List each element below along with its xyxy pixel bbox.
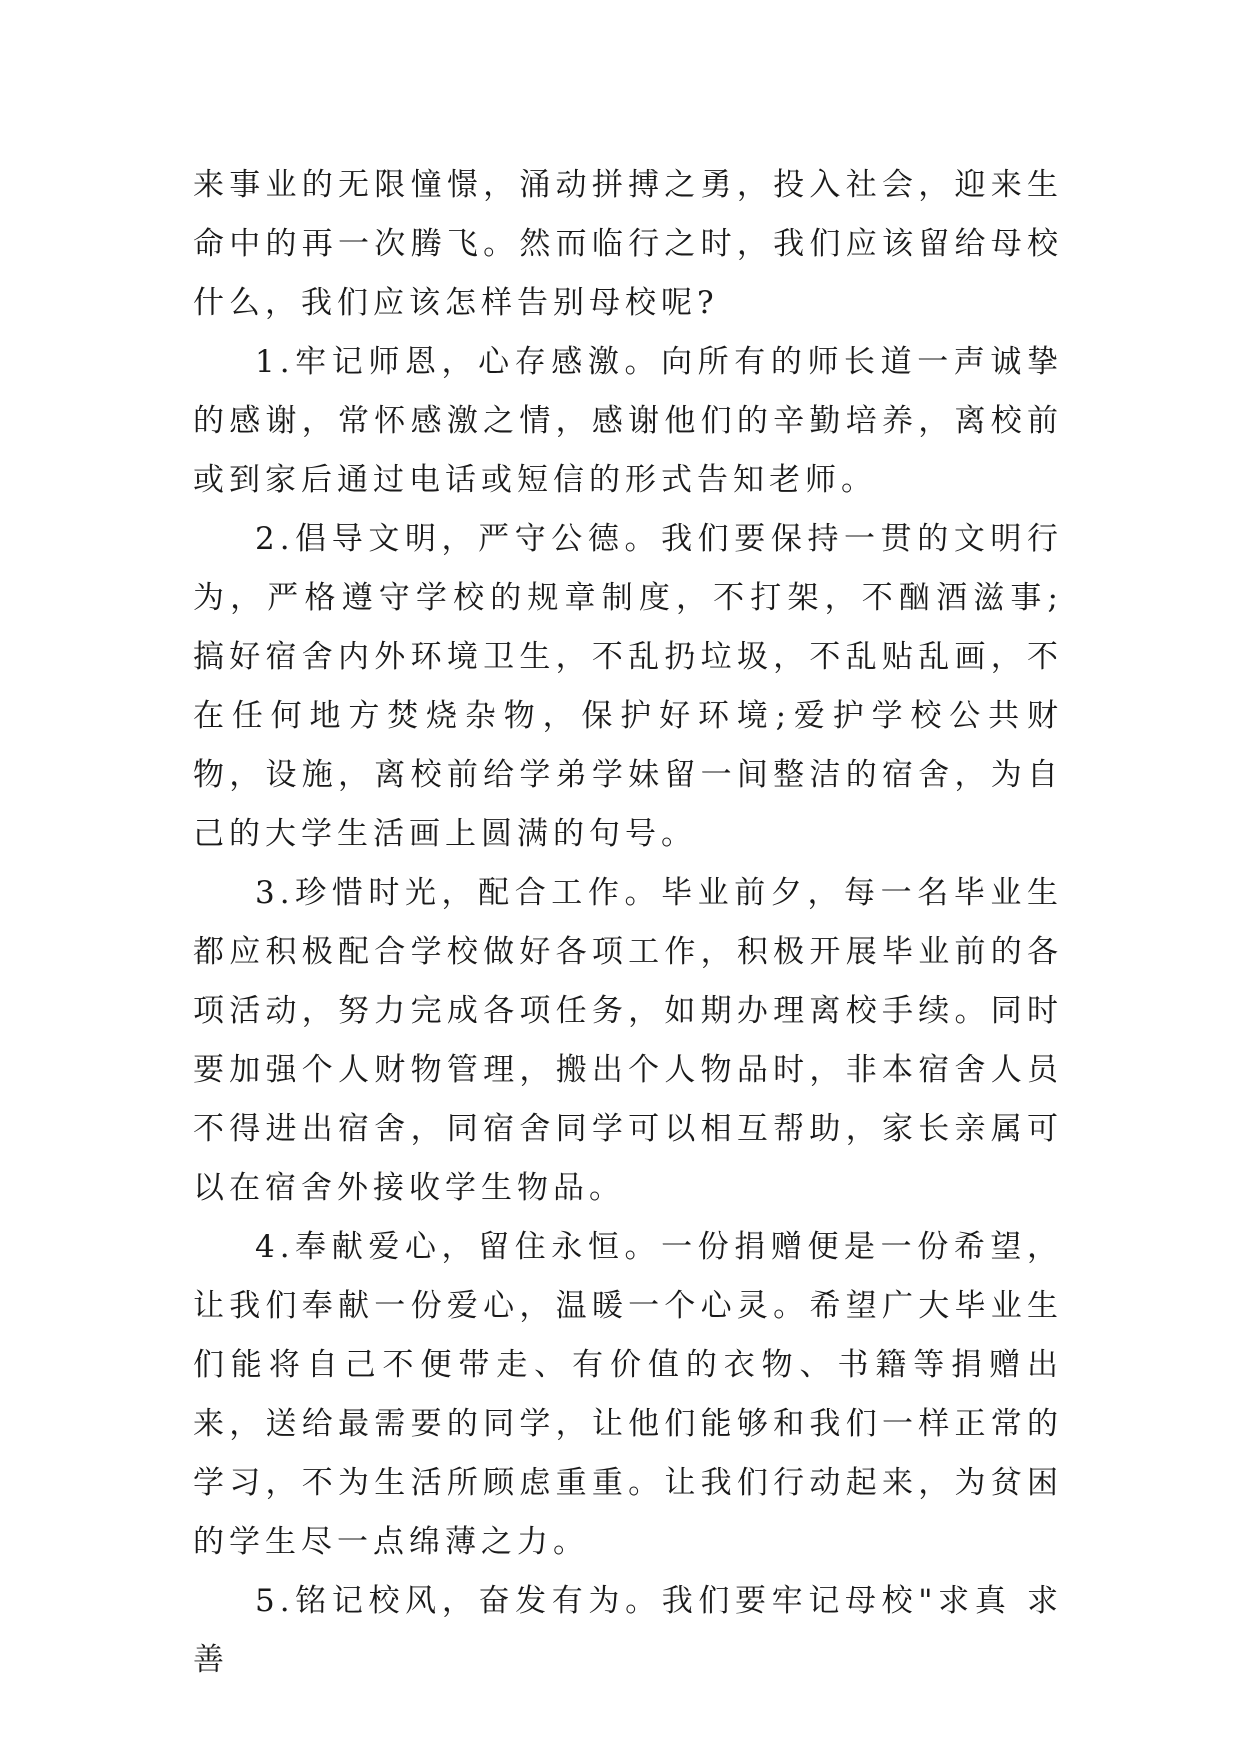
- paragraph-item-1: 1.牢记师恩，心存感激。向所有的师长道一声诚挚的感谢，常怀感激之情，感谢他们的辛勤培养，离校前或到家后通过电话或短信的形式告知老师。: [193, 344, 1063, 498]
- paragraph-item-2: 2.倡导文明，严守公德。我们要保持一贯的文明行为，严格遵守学校的规章制度，不打架，不酗酒滋事;搞好宿舍内外环境卫生，不乱扔垃圾，不乱贴乱画，不在任何地方焚烧杂物，保护好环境;爱护学校公共财物，设施，离校前给学弟学妹留一间整洁的宿舍，为自己的大学生活画上圆满的句号。: [193, 521, 1063, 852]
- paragraph-intro: 来事业的无限憧憬，涌动拼搏之勇，投入社会，迎来生命中的再一次腾飞。然而临行之时，我们应该留给母校什么，我们应该怎样告别母校呢?: [193, 167, 1063, 321]
- paragraph-item-5: 5.铭记校风，奋发有为。我们要牢记母校"求真 求善: [193, 1583, 1063, 1678]
- paragraph-item-4: 4.奉献爱心，留住永恒。一份捐赠便是一份希望，让我们奉献一份爱心，温暖一个心灵。希望广大毕业生们能将自己不便带走、有价值的衣物、书籍等捐赠出来，送给最需要的同学，让他们能够和我们一样正常的学习，不为生活所顾虑重重。让我们行动起来，为贫困的学生尽一点绵薄之力。: [193, 1229, 1063, 1560]
- paragraph-item-3: 3.珍惜时光，配合工作。毕业前夕，每一名毕业生都应积极配合学校做好各项工作，积极开展毕业前的各项活动，努力完成各项任务，如期办理离校手续。同时要加强个人财物管理，搬出个人物品时，非本宿舍人员不得进出宿舍，同宿舍同学可以相互帮助，家长亲属可以在宿舍外接收学生物品。: [193, 875, 1063, 1206]
- document-body: [193, 156, 1063, 1690]
